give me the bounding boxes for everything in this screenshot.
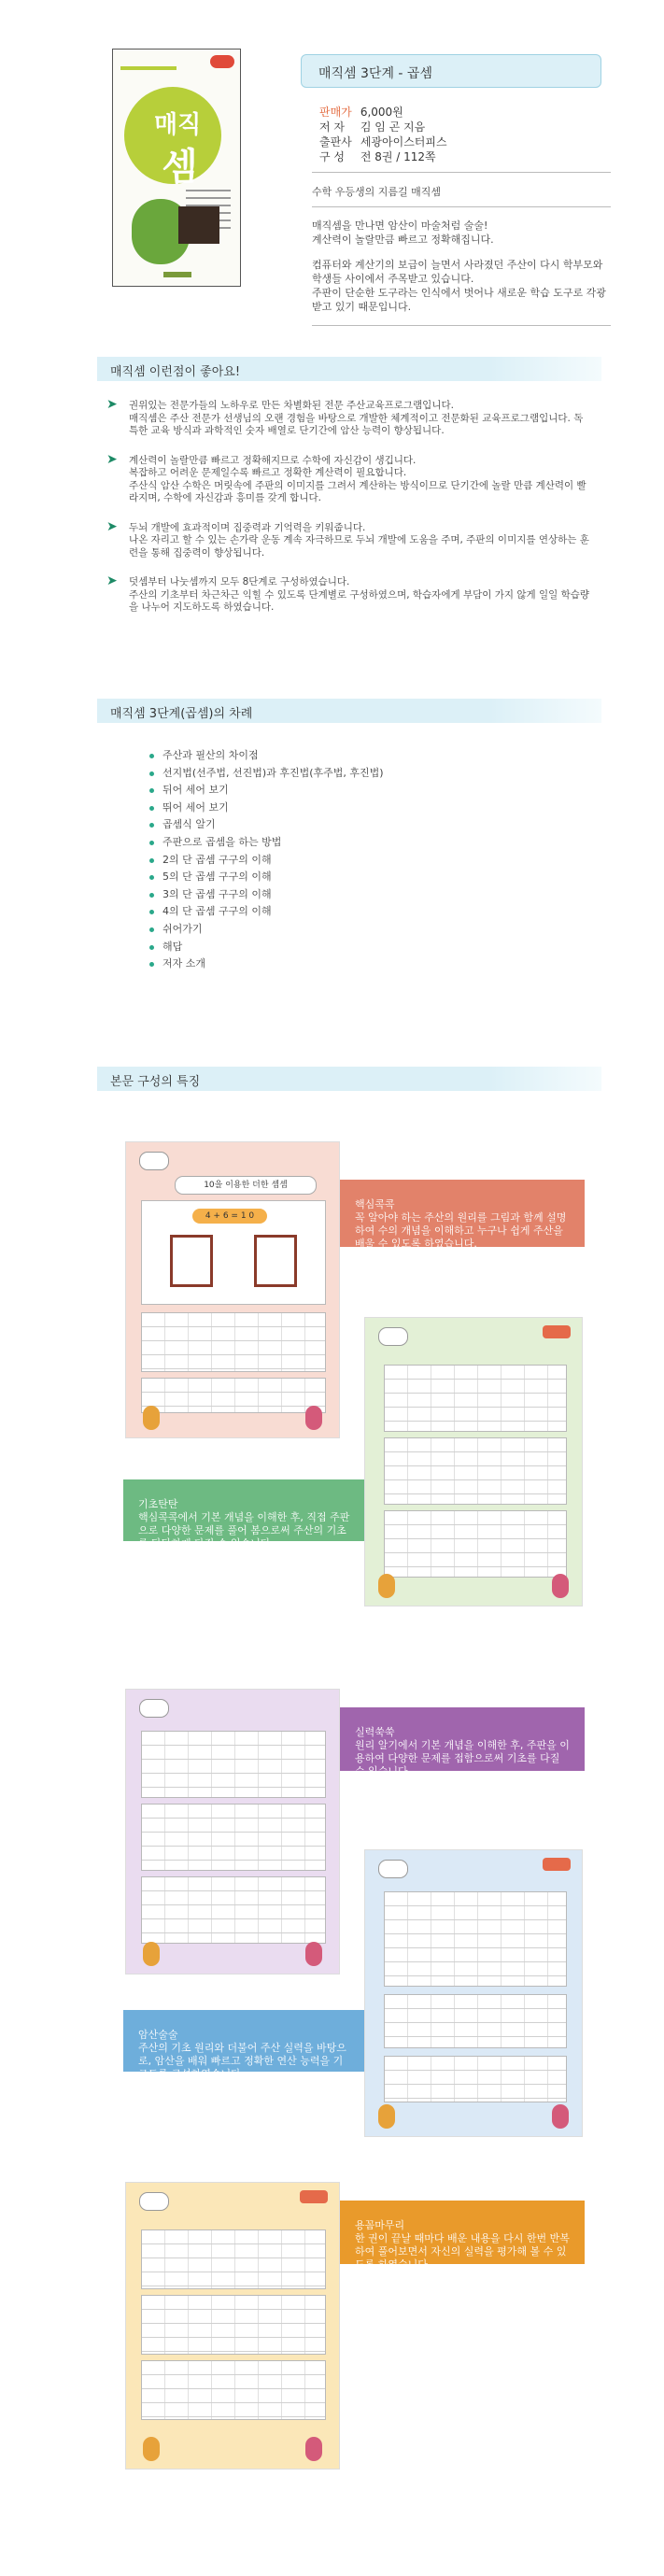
bullet-icon [149, 771, 154, 776]
author-value: 김 임 곤 지음 [360, 120, 426, 134]
bullet-icon [149, 754, 154, 758]
character-icon [378, 2104, 395, 2129]
callout-mental-text: 암산술술 주산의 기초 원리와 더불어 주산 실력을 바탕으로, 암산을 배워 빠르고 정확한 연산 능력을 기르도록 구성하였습니다. [138, 2029, 346, 2080]
merit-text: 권위있는 전문가들의 노하우로 만든 차별화된 전문 주산교육프로그램입니다. 매직셈은 주산 전문가 선생님의 오랜 경험을 바탕으로 개발한 체계적이고 전문화된 교육프로그램입니다. 독특한 교육 방식과 과학적인 숫자 배열로 단기간에 암산 능력이 향상됩니다. [129, 400, 584, 436]
bullet-icon [149, 823, 154, 828]
bullet-icon [149, 893, 154, 898]
toc-list [149, 747, 384, 973]
page-badge [139, 2192, 169, 2211]
toc-item-label: 뒤어 세어 보기 [162, 784, 229, 797]
section-features-title: 본문 구성의 특징 [110, 1075, 201, 1089]
character-icon [305, 1942, 322, 1966]
toc-item-label: 주산과 필산의 차이점 [162, 749, 259, 761]
toc-item [149, 852, 384, 870]
toc-item [149, 816, 384, 834]
callout-core-text: 핵심콕콕 꼭 알아야 하는 주산의 원리를 그림과 함께 설명하여 수의 개념을 이해하고 누구나 쉽게 주산을 배울 수 있도록 하였습니다. [355, 1198, 567, 1250]
publisher-logo-icon [543, 1858, 571, 1871]
problem-grid [141, 1731, 326, 1798]
arrow-right-icon: ➤ [106, 518, 118, 534]
toc-item [149, 782, 384, 800]
bullet-icon [149, 910, 154, 914]
grid-lines [142, 1877, 325, 1943]
grid-lines [142, 2296, 325, 2354]
cover-series-mark [120, 66, 177, 70]
toc-item-label: 뛰어 세어 보기 [162, 800, 229, 814]
character-icon [305, 2437, 322, 2461]
problem-grid [384, 2056, 567, 2102]
merit-text: 두뇌 개발에 효과적이며 집중력과 기억력을 키워줍니다. 나온 자리고 할 수 있는 손가락 운동 계속 자극하므로 두뇌 개발에 도움을 주며, 주판의 이미지를 연상하는 훈련을 통해 집중력이 향상됩니다. [129, 521, 589, 559]
problem-grid [384, 1510, 567, 1578]
callout-review [340, 2201, 585, 2271]
callout-basic [123, 1479, 364, 1550]
bullet-icon [149, 841, 154, 845]
description-divider [312, 206, 611, 207]
character-icon [305, 1406, 322, 1430]
sample-page-2 [364, 1317, 583, 1606]
publisher-label: 출판사 [319, 135, 352, 149]
page-explanation-box [141, 1200, 326, 1305]
product-title-bar [301, 54, 601, 88]
problem-grid [141, 2360, 326, 2420]
problem-grid [384, 1891, 567, 1987]
toc-item-label: 해답 [162, 940, 183, 953]
abacus-diagram [254, 1235, 297, 1287]
problem-grid [141, 1378, 326, 1413]
section-merits-header [97, 357, 601, 381]
toc-item [149, 886, 384, 904]
problem-grid [384, 1994, 567, 2048]
character-icon [143, 1942, 160, 1966]
grid-lines [385, 2057, 566, 2102]
cover-title-line2: 셈 [162, 146, 198, 189]
section-bar-fade [489, 357, 601, 381]
section-merits-title: 매직셈 이런점이 좋아요! [110, 365, 241, 379]
arrow-right-icon: ➤ [106, 451, 118, 467]
grid-lines [385, 1892, 566, 1986]
composition-label: 구 성 [319, 150, 345, 163]
publisher-value: 세광아이스터피스 [360, 135, 447, 149]
section-toc-header [97, 699, 601, 723]
product-description [312, 185, 611, 325]
sample-page-1 [125, 1141, 340, 1438]
page-badge [139, 1699, 169, 1718]
bullet-icon [149, 806, 154, 811]
cover-publisher-logo [163, 272, 191, 277]
cover-abacus-illustration [178, 206, 219, 244]
section-bar-fade [489, 699, 601, 723]
callout-review-text: 용꼼마무리 한 권이 끝날 때마다 배운 내용을 다시 한번 반복하여 풀어보면서 자신의 실력을 평가해 볼 수 있도록 하였습니다. [355, 2219, 570, 2271]
callout-mental [123, 2010, 364, 2080]
grid-lines [385, 1995, 566, 2047]
merit-item [105, 451, 590, 505]
merits-list [105, 397, 590, 631]
callout-skill [340, 1707, 585, 1777]
arrow-right-icon: ➤ [106, 397, 118, 412]
merit-text: 계산력이 놀랄만큼 빠르고 정확해지므로 수학에 자신감이 생깁니다. 복잡하고 어려운 문제일수록 빠르고 정확한 계산력이 필요합니다. 주산식 암산 수학은 머릿속에 주판의 이미지를 그려서 계산하는 방식이므로 단기간에 놀랄 만큼 계산력이 빨라지며, 수학에 자신감과 흥미를 갖게 합니다. [129, 454, 586, 503]
info-divider [312, 172, 611, 173]
problem-grid [384, 1437, 567, 1505]
cover-publisher-tag [210, 55, 234, 68]
publisher-logo-icon [543, 1325, 571, 1338]
toc-item-label: 선지법(선주법, 선진법)과 후진법(후주법, 후진법) [162, 766, 384, 779]
composition-value: 전 8권 / 112쪽 [360, 150, 436, 163]
sample-page-5 [125, 2182, 340, 2470]
book-cover [112, 49, 241, 287]
merit-text: 덧셈부터 나눗셈까지 모두 8단계로 구성하였습니다. 주산의 기초부터 차근차근 익힐 수 있도록 단계별로 구성하였으며, 학습자에게 부담이 가지 않게 일일 학습량을 나누어 지도하도록 하였습니다. [129, 576, 590, 613]
problem-grid [384, 1365, 567, 1432]
description-p2: 컴퓨터와 계산기의 보급이 늘면서 사라졌던 주산이 다시 학부모와 학생들 사이에서 주목받고 있습니다. 주판이 단순한 도구라는 인식에서 벗어나 새로운 학습 도구로 각광 받고 있기 때문입니다. [312, 259, 606, 313]
merit-item [105, 397, 590, 438]
cover-title-line1: 매직 [154, 111, 202, 139]
description-tagline: 수학 우등생의 지름길 매직셈 [312, 186, 442, 198]
callout-skill-text: 실력쑥쑥 원리 알기에서 기본 개념을 이해한 후, 주판을 이용하여 다양한 문제를 접함으로써 기초를 다질 수 있습니다. [355, 1726, 570, 1777]
toc-item-label: 2의 단 곱셈 구구의 이해 [162, 853, 272, 866]
character-icon [143, 1406, 160, 1430]
sample-page-4 [364, 1849, 583, 2137]
grid-lines [385, 1438, 566, 1504]
toc-item-label: 저자 소개 [162, 957, 206, 970]
grid-lines [142, 1313, 325, 1371]
toc-item [149, 903, 384, 921]
product-info [319, 105, 447, 164]
product-title: 매직셈 3단계 - 곱셈 [318, 66, 432, 81]
abacus-diagram [170, 1235, 213, 1287]
callout-basic-text: 기초탄탄 핵심콕콕에서 기본 개념을 이해한 후, 직접 주판으로 다양한 문제를 풀어 봄으로써 주산의 기초를 탄탄하게 다질 수 있습니다. [138, 1498, 350, 1550]
section-toc-title: 매직셈 3단계(곱셈)의 차례 [110, 707, 253, 721]
bullet-icon [149, 788, 154, 793]
toc-item [149, 834, 384, 852]
page-badge [139, 1152, 169, 1170]
toc-item-label: 쉬어가기 [162, 922, 203, 935]
grid-lines [142, 1379, 325, 1412]
page-heading: 10을 이용한 더한 셈셈 [175, 1176, 317, 1195]
grid-lines [142, 2361, 325, 2419]
section-bar-fade [489, 1067, 601, 1091]
toc-item [149, 955, 384, 973]
description-bottom-divider [312, 325, 611, 326]
grid-lines [385, 1511, 566, 1577]
toc-item [149, 747, 384, 765]
grid-lines [142, 1732, 325, 1797]
problem-grid [141, 2295, 326, 2355]
merit-item [105, 518, 590, 560]
grid-lines [142, 2230, 325, 2288]
bullet-icon [149, 962, 154, 967]
page-formula: 4 + 6 = 1 0 [192, 1209, 267, 1224]
character-icon [552, 1574, 569, 1598]
author-label: 저 자 [319, 120, 345, 134]
arrow-right-icon: ➤ [106, 573, 118, 588]
problem-grid [141, 2229, 326, 2289]
grid-lines [385, 1366, 566, 1431]
bullet-icon [149, 927, 154, 932]
toc-item-label: 3의 단 곱셈 구구의 이해 [162, 887, 272, 900]
problem-grid [141, 1312, 326, 1372]
character-icon [552, 2104, 569, 2129]
sample-page-3 [125, 1689, 340, 1974]
toc-item [149, 939, 384, 956]
toc-item [149, 765, 384, 783]
grid-lines [142, 1805, 325, 1870]
problem-grid [141, 1804, 326, 1871]
page-badge [378, 1860, 408, 1878]
problem-grid [141, 1876, 326, 1944]
publisher-logo-icon [300, 2190, 328, 2203]
bullet-icon [149, 945, 154, 950]
toc-item [149, 921, 384, 939]
description-p1: 매직셈을 만나면 암산이 마술처럼 술술! 계산력이 놀랄만큼 빠르고 정확해집니다. [312, 219, 494, 246]
character-icon [378, 1574, 395, 1598]
bullet-icon [149, 875, 154, 880]
bullet-icon [149, 858, 154, 863]
toc-item [149, 869, 384, 886]
toc-item-label: 4의 단 곱셈 구구의 이해 [162, 905, 272, 918]
toc-item-label: 주판으로 곱셈을 하는 방법 [162, 835, 282, 848]
section-features-header [97, 1067, 601, 1091]
toc-item-label: 5의 단 곱셈 구구의 이해 [162, 870, 272, 884]
price-value: 6,000원 [360, 106, 403, 119]
toc-item-label: 곱셈식 알기 [162, 818, 216, 831]
callout-core [340, 1180, 585, 1250]
toc-item [149, 800, 384, 817]
page-badge [378, 1327, 408, 1346]
merit-item [105, 573, 590, 615]
price-label: 판매가 [319, 106, 352, 119]
character-icon [143, 2437, 160, 2461]
